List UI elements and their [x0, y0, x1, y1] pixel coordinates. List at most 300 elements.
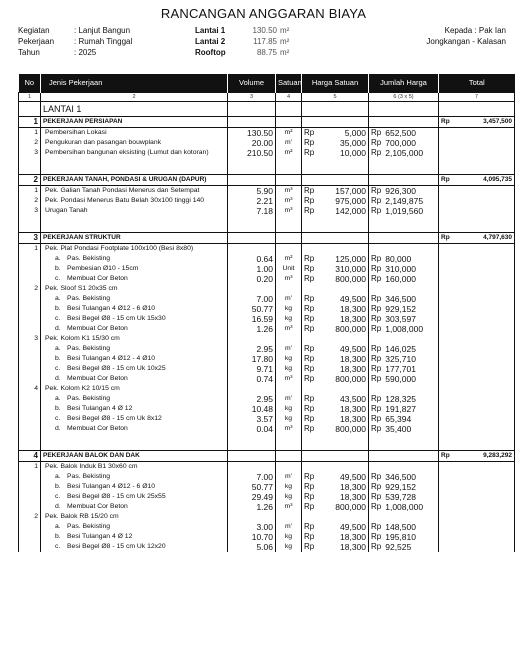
item-unit: m² — [276, 148, 302, 158]
currency-label: Rp — [371, 186, 382, 195]
group-row — [19, 384, 515, 394]
currency-label: Rp — [371, 492, 382, 501]
item-price — [302, 502, 369, 512]
section-total — [439, 117, 515, 128]
item-volume: 20.00 — [228, 138, 276, 148]
cell — [276, 334, 302, 344]
cell — [19, 442, 41, 451]
cell — [228, 224, 276, 233]
cell — [439, 216, 515, 224]
cell — [439, 512, 515, 522]
section-no: 1 — [19, 117, 41, 128]
cell — [228, 102, 276, 117]
currency-label: Rp — [304, 344, 315, 353]
price-value: 49,500 — [340, 344, 366, 354]
table-row — [19, 264, 515, 274]
group-name: Pek. Plat Pondasi Footplate 100x100 (Besi 8x80) — [41, 244, 228, 255]
group-row — [19, 284, 515, 294]
table-row — [19, 206, 515, 216]
amount-value: 325,710 — [385, 354, 416, 364]
amount-value: 303,597 — [385, 314, 416, 324]
item-name — [41, 206, 228, 216]
cell — [439, 364, 515, 374]
price-value: 18,300 — [340, 482, 366, 492]
item-no: 2 — [19, 138, 41, 148]
item-description: Pembersihan bangunan eksisting (Lumut dan kotoran) — [45, 149, 209, 156]
item-no — [19, 482, 41, 492]
currency-label: Rp — [371, 502, 382, 511]
item-price — [302, 324, 369, 334]
item-volume: 17.80 — [228, 354, 276, 364]
item-volume: 1.00 — [228, 264, 276, 274]
item-amount — [369, 196, 439, 206]
currency-label: Rp — [304, 492, 315, 501]
cell — [369, 451, 439, 462]
section-header-row — [19, 117, 515, 128]
item-description: Besi Tulangan 4 Ø12 - 4 Ø10 — [67, 355, 156, 362]
item-name — [41, 196, 228, 206]
price-value: 800,000 — [335, 274, 366, 284]
currency-label: Rp — [371, 374, 382, 383]
currency-label: Rp — [441, 118, 450, 125]
item-no — [19, 254, 41, 264]
item-volume: 0.04 — [228, 424, 276, 434]
cell — [19, 224, 41, 233]
item-amount — [369, 492, 439, 502]
item-volume: 210.50 — [228, 148, 276, 158]
item-price — [302, 254, 369, 264]
spacer-row — [19, 166, 515, 175]
currency-label: Rp — [371, 304, 382, 313]
cell — [439, 384, 515, 394]
currency-label: Rp — [304, 206, 315, 215]
item-name — [41, 374, 228, 384]
cell — [276, 233, 302, 244]
amount-value: 929,152 — [385, 304, 416, 314]
item-name — [41, 314, 228, 324]
item-amount — [369, 354, 439, 364]
currency-label: Rp — [371, 482, 382, 491]
section-header-row — [19, 451, 515, 462]
item-volume: 0.74 — [228, 374, 276, 384]
item-unit: kg — [276, 304, 302, 314]
cell — [439, 102, 515, 117]
currency-label: Rp — [304, 482, 315, 491]
item-volume: 7.18 — [228, 206, 276, 216]
item-unit: kg — [276, 314, 302, 324]
cell — [439, 244, 515, 255]
item-description: Pas. Bekisting — [67, 295, 111, 302]
currency-label: Rp — [371, 532, 382, 541]
cell — [228, 451, 276, 462]
item-description: Besi Tulangan 4 Ø12 - 6 Ø10 — [67, 305, 156, 312]
price-value: 35,000 — [340, 138, 366, 148]
item-amount — [369, 374, 439, 384]
cell — [439, 128, 515, 139]
cell — [439, 414, 515, 424]
currency-label: Rp — [371, 354, 382, 363]
amount-value: 590,000 — [385, 374, 416, 384]
amount-value: 1,008,000 — [385, 324, 424, 334]
header-jumlah-harga: Jumlah Harga — [369, 74, 439, 93]
item-description: Pas. Bekisting — [67, 473, 111, 480]
cell — [439, 324, 515, 334]
cell — [439, 148, 515, 158]
cell — [302, 434, 369, 442]
item-no: 1 — [19, 186, 41, 197]
currency-label: Rp — [371, 344, 382, 353]
cell — [369, 334, 439, 344]
item-volume: 50.77 — [228, 304, 276, 314]
group-name: Pek. Balok Induk B1 30x60 cm — [41, 462, 228, 473]
section-title: PEKERJAAN STRUKTUR — [41, 233, 228, 244]
item-name — [41, 532, 228, 542]
item-no — [19, 374, 41, 384]
item-price — [302, 196, 369, 206]
col-number: 5 — [302, 93, 369, 102]
group-no: 2 — [19, 284, 41, 294]
item-no — [19, 424, 41, 434]
item-amount — [369, 274, 439, 284]
table-row — [19, 138, 515, 148]
amount-value: 310,000 — [385, 264, 416, 274]
cell — [276, 117, 302, 128]
col-number: 3 — [228, 93, 276, 102]
currency-label: Rp — [304, 148, 315, 157]
item-letter: c. — [55, 493, 61, 500]
client-location: Jongkangan - Kalasan — [426, 37, 506, 46]
currency-label: Rp — [441, 234, 450, 241]
cell — [439, 254, 515, 264]
cell — [228, 216, 276, 224]
amount-value: 1,008,000 — [385, 502, 424, 512]
price-value: 18,300 — [340, 532, 366, 542]
item-price — [302, 186, 369, 197]
item-unit: m' — [276, 294, 302, 304]
currency-label: Rp — [371, 542, 382, 551]
item-amount — [369, 522, 439, 532]
item-unit: m³ — [276, 196, 302, 206]
currency-label: Rp — [304, 324, 315, 333]
cell — [228, 175, 276, 186]
price-value: 18,300 — [340, 492, 366, 502]
item-price — [302, 364, 369, 374]
item-no — [19, 542, 41, 552]
item-letter: c. — [55, 315, 61, 322]
item-price — [302, 424, 369, 434]
cell — [19, 102, 41, 117]
item-amount — [369, 414, 439, 424]
cell — [369, 244, 439, 255]
spacer-row — [19, 434, 515, 442]
currency-label: Rp — [304, 424, 315, 433]
item-no — [19, 492, 41, 502]
price-value: 18,300 — [340, 304, 366, 314]
item-no — [19, 354, 41, 364]
item-no: 3 — [19, 148, 41, 158]
cell — [228, 284, 276, 294]
col-number: 2 — [41, 93, 228, 102]
item-name — [41, 522, 228, 532]
table-row — [19, 324, 515, 334]
item-name — [41, 264, 228, 274]
item-letter: a. — [55, 255, 61, 262]
cell — [369, 166, 439, 175]
cell — [228, 166, 276, 175]
item-name — [41, 148, 228, 158]
info-left — [18, 25, 132, 58]
cell — [439, 522, 515, 532]
currency-label: Rp — [304, 394, 315, 403]
item-amount — [369, 304, 439, 314]
item-no — [19, 264, 41, 274]
cell — [302, 284, 369, 294]
cell — [439, 274, 515, 284]
col-number: 6 (3 x 5) — [369, 93, 439, 102]
section-no: 2 — [19, 175, 41, 186]
client-name: Kepada : Pak Ian — [444, 26, 506, 35]
item-volume: 1.26 — [228, 324, 276, 334]
currency-label: Rp — [371, 314, 382, 323]
total-value: 4,095,735 — [483, 176, 512, 183]
amount-value: 177,701 — [385, 364, 416, 374]
cell — [302, 244, 369, 255]
currency-label: Rp — [304, 274, 315, 283]
group-row — [19, 244, 515, 255]
item-unit: m' — [276, 522, 302, 532]
price-value: 18,300 — [340, 354, 366, 364]
cell — [276, 442, 302, 451]
item-amount — [369, 294, 439, 304]
item-price — [302, 206, 369, 216]
cell — [228, 512, 276, 522]
item-no — [19, 502, 41, 512]
cell — [41, 158, 228, 166]
item-price — [302, 294, 369, 304]
cell — [369, 284, 439, 294]
cell — [369, 442, 439, 451]
item-amount — [369, 502, 439, 512]
item-amount — [369, 264, 439, 274]
item-unit: kg — [276, 532, 302, 542]
table-row — [19, 414, 515, 424]
item-volume: 3.00 — [228, 522, 276, 532]
item-no — [19, 304, 41, 314]
item-unit: m² — [276, 128, 302, 139]
spacer-row — [19, 224, 515, 233]
item-name — [41, 492, 228, 502]
cell — [276, 434, 302, 442]
price-value: 157,000 — [335, 186, 366, 196]
item-name — [41, 404, 228, 414]
item-unit: m² — [276, 254, 302, 264]
item-description: Pembesian Ø10 - 15cm — [67, 265, 139, 272]
amount-value: 92,525 — [385, 542, 412, 552]
item-price — [302, 404, 369, 414]
item-letter: a. — [55, 345, 61, 352]
cell — [302, 462, 369, 473]
currency-label: Rp — [304, 196, 315, 205]
item-letter: b. — [55, 355, 61, 362]
section-title: PEKERJAAN TANAH, PONDASI & URUGAN (DAPUR) — [41, 175, 228, 186]
spacer-row — [19, 442, 515, 451]
cell — [302, 233, 369, 244]
cell — [228, 117, 276, 128]
price-value: 975,000 — [335, 196, 366, 206]
table-row — [19, 314, 515, 324]
cell — [19, 216, 41, 224]
table-row — [19, 374, 515, 384]
item-unit: kg — [276, 542, 302, 552]
item-letter: a. — [55, 295, 61, 302]
item-amount — [369, 482, 439, 492]
cell — [439, 224, 515, 233]
cell — [439, 442, 515, 451]
cell — [369, 512, 439, 522]
item-letter: b. — [55, 483, 61, 490]
cell — [276, 216, 302, 224]
item-description: Pas. Bekisting — [67, 255, 111, 262]
group-row — [19, 334, 515, 344]
currency-label: Rp — [371, 128, 382, 137]
cell — [19, 166, 41, 175]
item-price — [302, 304, 369, 314]
section-header-row — [19, 175, 515, 186]
item-description: Urugan Tanah — [45, 207, 88, 214]
item-unit: m³ — [276, 324, 302, 334]
column-number-row — [19, 93, 515, 102]
item-volume: 5.90 — [228, 186, 276, 197]
currency-label: Rp — [304, 542, 315, 551]
price-value: 49,500 — [340, 294, 366, 304]
info-area-row: Lantai 1 130.50 m² — [195, 26, 290, 35]
price-value: 800,000 — [335, 424, 366, 434]
table-row — [19, 522, 515, 532]
item-volume: 9.71 — [228, 364, 276, 374]
cell — [439, 284, 515, 294]
cell — [439, 492, 515, 502]
currency-label: Rp — [304, 404, 315, 413]
item-price — [302, 542, 369, 552]
item-letter: b. — [55, 265, 61, 272]
section-title: PEKERJAAN PERSIAPAN — [41, 117, 228, 128]
item-description: Besi Begel Ø8 - 15 cm Uk 8x12 — [67, 415, 162, 422]
price-value: 800,000 — [335, 324, 366, 334]
item-amount — [369, 404, 439, 414]
item-unit: Unit — [276, 264, 302, 274]
item-letter: b. — [55, 405, 61, 412]
total-value: 4,797,630 — [483, 234, 512, 241]
currency-label: Rp — [304, 414, 315, 423]
amount-value: 148,500 — [385, 522, 416, 532]
cell — [439, 374, 515, 384]
price-value: 800,000 — [335, 502, 366, 512]
item-price — [302, 532, 369, 542]
info-row: Pekerjaan : Rumah Tinggal — [18, 37, 133, 46]
item-no — [19, 364, 41, 374]
cell — [439, 314, 515, 324]
header-total: Total — [439, 74, 515, 93]
header-harga-satuan: Harga Satuan — [302, 74, 369, 93]
cell — [439, 354, 515, 364]
item-description: Membuat Cor Beton — [67, 425, 128, 432]
floor-label: LANTAI 1 — [41, 102, 228, 117]
currency-label: Rp — [304, 254, 315, 263]
item-name — [41, 128, 228, 139]
item-description: Pas. Bekisting — [67, 395, 111, 402]
table-row — [19, 532, 515, 542]
item-volume: 1.26 — [228, 502, 276, 512]
item-amount — [369, 472, 439, 482]
cell — [439, 304, 515, 314]
item-price — [302, 264, 369, 274]
item-volume: 29.49 — [228, 492, 276, 502]
cell — [19, 158, 41, 166]
item-amount — [369, 364, 439, 374]
item-name — [41, 304, 228, 314]
item-letter: d. — [55, 425, 61, 432]
amount-value: 926,300 — [385, 186, 416, 196]
amount-value: 160,000 — [385, 274, 416, 284]
item-amount — [369, 254, 439, 264]
cell — [19, 434, 41, 442]
currency-label: Rp — [304, 472, 315, 481]
item-description: Besi Begel Ø8 - 15 cm Uk 12x20 — [67, 543, 166, 550]
item-no — [19, 532, 41, 542]
table-row — [19, 404, 515, 414]
item-name — [41, 138, 228, 148]
item-amount — [369, 206, 439, 216]
currency-label: Rp — [441, 452, 450, 459]
item-letter: d. — [55, 325, 61, 332]
floor-row — [19, 102, 515, 117]
cell — [276, 166, 302, 175]
item-description: Besi Begel Ø8 - 15 cm Uk 15x30 — [67, 315, 166, 322]
item-price — [302, 492, 369, 502]
item-volume: 130.50 — [228, 128, 276, 139]
item-volume: 5.06 — [228, 542, 276, 552]
table-row — [19, 128, 515, 139]
currency-label: Rp — [371, 414, 382, 423]
item-name — [41, 394, 228, 404]
header-volume: Volume — [228, 74, 276, 93]
item-no: 2 — [19, 196, 41, 206]
cell — [439, 542, 515, 552]
item-name — [41, 344, 228, 354]
item-name — [41, 414, 228, 424]
item-description: Pas. Bekisting — [67, 345, 111, 352]
item-no — [19, 344, 41, 354]
table-row — [19, 492, 515, 502]
cell — [439, 196, 515, 206]
total-value: 9,283,292 — [483, 452, 512, 459]
item-no — [19, 274, 41, 284]
item-name — [41, 324, 228, 334]
info-area-row: Rooftop 88.75 m² — [195, 48, 290, 57]
amount-value: 539,728 — [385, 492, 416, 502]
currency-label: Rp — [371, 394, 382, 403]
item-no: 3 — [19, 206, 41, 216]
item-price — [302, 374, 369, 384]
cell — [439, 502, 515, 512]
cell — [228, 462, 276, 473]
cell — [228, 384, 276, 394]
table-row — [19, 542, 515, 552]
item-letter: a. — [55, 523, 61, 530]
cell — [41, 442, 228, 451]
currency-label: Rp — [304, 314, 315, 323]
item-volume: 2.95 — [228, 344, 276, 354]
